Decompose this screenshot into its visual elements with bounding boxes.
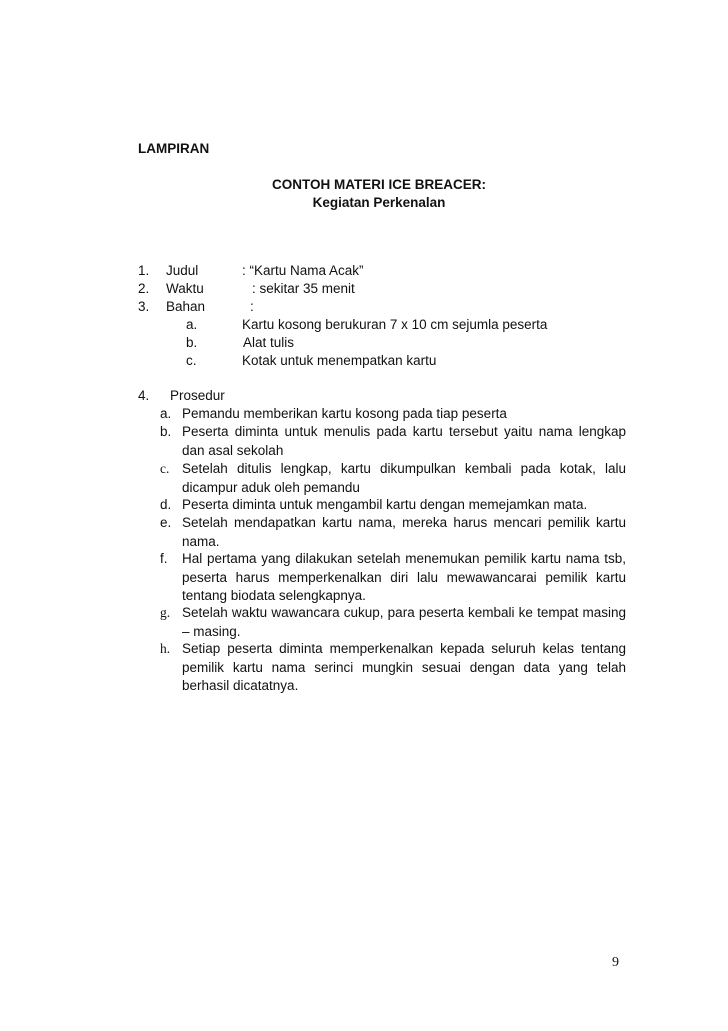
document-title: CONTOH MATERI ICE BREACER: bbox=[271, 177, 486, 192]
procedure-number: 4. bbox=[138, 388, 150, 403]
info-value: : bbox=[250, 299, 254, 314]
material-letter: b. bbox=[186, 335, 198, 350]
info-number: 3. bbox=[138, 299, 150, 314]
step-letter: g. bbox=[160, 605, 171, 620]
step-letter: b. bbox=[160, 424, 172, 439]
step-text: Peserta diminta untuk mengambil kartu dengan memejamkan mata. bbox=[182, 497, 588, 512]
step-text: Setelah ditulis lengkap, kartu dikumpulkan kembali pada kotak, lalu dicampur aduk oleh pemandu bbox=[182, 461, 626, 495]
heading-lampiran: LAMPIRAN bbox=[138, 141, 210, 156]
step-text: Setelah mendapatkan kartu nama, mereka harus mencari pemilik kartu nama. bbox=[182, 515, 626, 549]
step-letter: d. bbox=[160, 497, 172, 512]
material-letter: c. bbox=[186, 353, 197, 368]
step-text: Peserta diminta untuk menulis pada kartu tersebut yaitu nama lengkap dan asal sekolah bbox=[182, 424, 626, 458]
info-value: : sekitar 35 menit bbox=[252, 281, 355, 296]
step-letter: a. bbox=[160, 406, 172, 421]
step-text: Pemandu memberikan kartu kosong pada tiap peserta bbox=[182, 406, 507, 421]
step-text: Setelah waktu wawancara cukup, para peserta kembali ke tempat masing – masing. bbox=[182, 605, 626, 639]
info-number: 2. bbox=[138, 281, 150, 296]
material-text: Alat tulis bbox=[243, 335, 295, 350]
step-text: Hal pertama yang dilakukan setelah menemukan pemilik kartu nama tsb, peserta harus memperkenalkan diri lalu mewawancarai pemilik kartu tentang biodata selengkapnya. bbox=[182, 551, 626, 604]
step-letter: h. bbox=[160, 641, 171, 656]
procedure-heading: Prosedur bbox=[170, 388, 225, 403]
material-text: Kartu kosong berukuran 7 x 10 cm sejumla peserta bbox=[242, 317, 548, 332]
step-letter: e. bbox=[160, 515, 172, 530]
info-label: Bahan bbox=[166, 299, 206, 314]
info-value: : “Kartu Nama Acak” bbox=[242, 263, 364, 278]
page-number: 9 bbox=[612, 955, 619, 970]
material-letter: a. bbox=[186, 317, 198, 332]
step-letter: f. bbox=[160, 551, 168, 566]
material-text: Kotak untuk menempatkan kartu bbox=[242, 353, 437, 368]
info-label: Waktu bbox=[166, 281, 204, 296]
document-subtitle: Kegiatan Perkenalan bbox=[312, 195, 446, 210]
step-letter: c. bbox=[160, 461, 170, 476]
info-number: 1. bbox=[138, 263, 150, 278]
step-text: Setiap peserta diminta memperkenalkan kepada seluruh kelas tentang pemilik kartu nama serinci mungkin sesuai dengan data yang telah berhasil dicatatnya. bbox=[182, 641, 626, 694]
info-label: Judul bbox=[166, 263, 199, 278]
